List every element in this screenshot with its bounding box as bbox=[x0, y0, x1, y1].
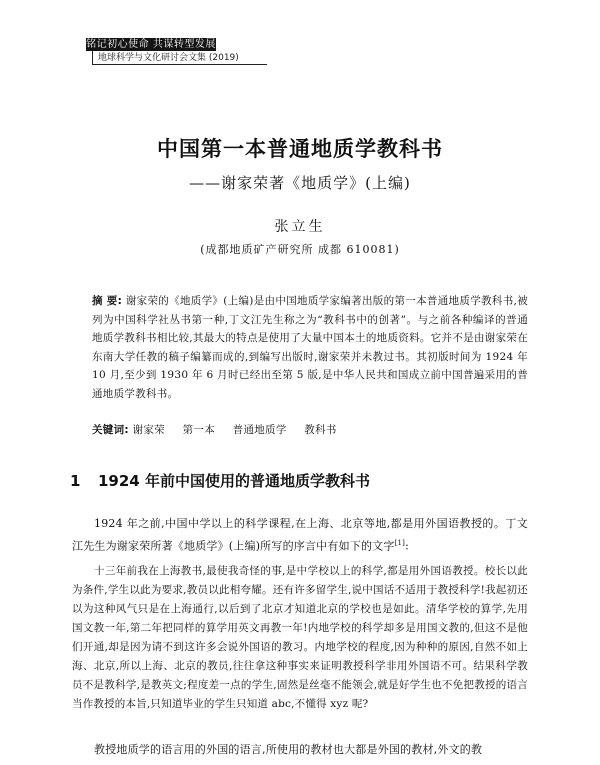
quote-text: 十三年前我在上海教书,最使我奇怪的事,是中学校以上的科学,都是用外国语教授。校长以此为条件,学生以此为要求,教员以此相夸耀。还有许多留学生,说中国话不适用于教授科学!我起初还以为这种风气只是在上海通行,以后到了北京才知道北京的学校也是如此。清华学校的算学,先用国文教一年,第二年把同样的算学用英文再教一年!内地学校的科学却多是用国文教的,但这不是他们开通,却是因为请不到这许多会说外国语的教习。内地学校的程度,因为种种的原因,自然不如上海、北京,所以上海、北京的教员,往往拿这种事实来证明教授科学非用外国语不可。结果科学教员不是教科学,是教英文;程度差一点的学生,固然是丝毫不能领会,就是好学生也不免把教授的语言当作教授的本旨,只知道毕业的学生只知道 abc,不懂得 xyz 呢? bbox=[72, 565, 528, 710]
keyword: 教科书 bbox=[304, 424, 337, 436]
header-rule-vertical bbox=[92, 51, 93, 64]
block-quote bbox=[72, 562, 528, 714]
paragraph-text: 1924 年之前,中国中学以上的科学课程,在上海、北京等地,都是用外国语教授的。丁文江先生为谢家荣所著《地质学》(上编)所写的序言中有如下的文字 bbox=[72, 517, 528, 553]
article-subtitle: ——谢家荣著《地质学》(上编) bbox=[189, 174, 411, 192]
section-heading bbox=[70, 470, 370, 491]
abstract bbox=[92, 292, 528, 404]
header-rule-horizontal bbox=[92, 64, 267, 65]
body-paragraph-2 bbox=[72, 740, 528, 760]
section-title: 1924 年前中国使用的普通地质学教科书 bbox=[98, 472, 370, 490]
section-number: 1 bbox=[70, 472, 81, 490]
author-affiliation: (成都地质矿产研究所 成都 610081) bbox=[200, 243, 400, 256]
keyword: 第一本 bbox=[182, 424, 215, 436]
keywords bbox=[92, 422, 528, 438]
keywords-label: 关键词: bbox=[92, 424, 129, 436]
paragraph-end: : bbox=[405, 539, 410, 553]
body-paragraph-1 bbox=[72, 514, 528, 556]
running-header-subtitle: 地球科学与文化研讨会文集 (2019) bbox=[98, 53, 239, 63]
author-name: 张立生 bbox=[274, 219, 326, 235]
running-header-banner: 铭记初心使命 共谋转型发展 bbox=[86, 39, 216, 50]
paragraph-text: 教授地质学的语言用的外国的语言,所使用的教材也大都是外国的教材,外文的教 bbox=[94, 743, 483, 756]
article-title: 中国第一本普通地质学教科书 bbox=[157, 137, 443, 161]
citation-ref: [1] bbox=[394, 538, 406, 547]
keyword: 普通地质学 bbox=[232, 424, 287, 436]
keyword: 谢家荣 bbox=[132, 424, 165, 436]
abstract-label: 摘 要: bbox=[92, 295, 123, 307]
abstract-text: 谢家荣的《地质学》(上编)是由中国地质学家编著出版的第一本普通地质学教科书,被列为中国科学社丛书第一种,丁文江先生称之为“教科书中的创著”。与之前各种编译的普通地质学教科书相比较,其最大的特点是使用了大量中国本土的地质资料。它并不是由谢家荣在东南大学任教的稿子编纂而成的,到编写出版时,谢家荣并未教过书。其初版时间为 1924 年 10 月,至少到 1930 年 6 月时已经出至第 5 版,是中华人民共和国成立前中国普遍采用的普通地质学教科书。 bbox=[92, 295, 529, 400]
